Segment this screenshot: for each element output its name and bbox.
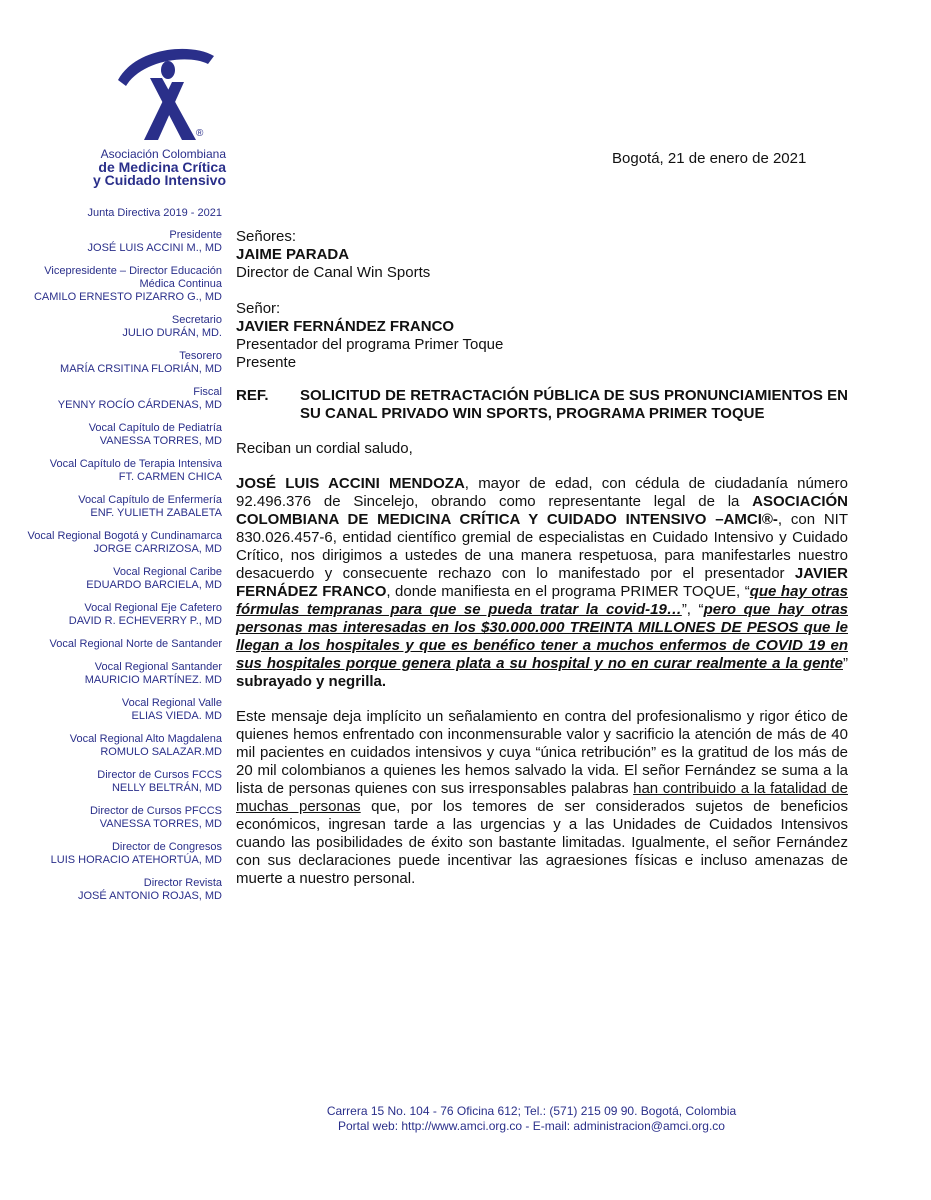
letter-body <box>236 228 848 888</box>
logo-line-3: y Cuidado Intensivo <box>92 172 226 188</box>
board-member-role: Presidente <box>169 229 222 241</box>
board-member <box>10 877 222 903</box>
recipient-2-extra: Presente <box>236 354 297 371</box>
board-member-name: ENF. YULIETH ZABALETA <box>90 507 222 519</box>
board-member-role: Vocal Regional Valle <box>121 697 222 709</box>
board-member-name: DAVID R. ECHEVERRY P., MD <box>68 615 222 627</box>
board-member-role: Director de Congresos <box>111 841 222 853</box>
board-sidebar <box>10 207 222 913</box>
board-member <box>10 229 222 255</box>
board-member-name: VANESSA TORRES, MD <box>99 818 222 830</box>
board-member-role: Vocal Capítulo de Terapia Intensiva <box>49 458 222 470</box>
board-member <box>10 769 222 795</box>
board-member-name: YENNY ROCÍO CÁRDENAS, MD <box>57 399 222 411</box>
board-title: Junta Directiva 2019 - 2021 <box>87 207 222 219</box>
board-member-role: Vocal Regional Bogotá y Cundinamarca <box>27 530 222 542</box>
board-member <box>10 314 222 340</box>
board-member-role: Tesorero <box>179 350 222 362</box>
board-member <box>10 265 222 304</box>
board-member-role: Fiscal <box>193 386 222 398</box>
letter-footer <box>0 1104 931 1134</box>
recipient-2-name: JAVIER FERNÁNDEZ FRANCO <box>236 318 455 335</box>
board-member-name: JORGE CARRIZOSA, MD <box>93 543 222 555</box>
board-member-role: Vocal Capítulo de Pediatría <box>88 422 222 434</box>
board-member-name: JOSÉ ANTONIO ROJAS, MD <box>77 890 222 902</box>
board-member-role: Vocal Regional Alto Magdalena <box>69 733 222 745</box>
board-members-list <box>10 229 222 903</box>
board-member-role: Vocal Regional Santander <box>94 661 222 673</box>
recipient-2-title: Presentador del programa Primer Toque <box>236 336 504 353</box>
paragraph-2 <box>236 708 848 888</box>
board-member-name: NELLY BELTRÁN, MD <box>111 782 222 794</box>
recipient-1-salutation: Señores: <box>236 228 297 245</box>
board-member-name: ROMULO SALAZAR.MD <box>100 746 222 758</box>
board-member <box>10 566 222 592</box>
p1-text-2: , con NIT 830.026.457-6, entidad científico gremial de especialistas en Cuidado Intensivo y Cuidado Crítico, nos dirigimos a ustedes de una manera respetuosa, para manifestarles nuestro desacuerdo y consecuente rechazo con lo manifestado por el presentador <box>236 511 848 582</box>
logo-line-1: Asociación Colombiana <box>100 147 226 161</box>
p1-emphasis-note: subrayado y negrilla. <box>236 673 387 690</box>
amci-figure-icon <box>110 40 220 145</box>
recipient-1 <box>236 228 848 282</box>
p1-quote-1: que hay otras fórmulas tempranas para que se pueda tratar la covid-19… <box>236 583 848 618</box>
board-member-name: JULIO DURÁN, MD. <box>122 327 222 339</box>
footer-contact: Portal web: http://www.amci.org.co - E-mail: administracion@amci.org.co <box>338 1119 725 1133</box>
board-member <box>10 350 222 376</box>
reference-label: REF. <box>236 387 269 404</box>
board-member <box>10 602 222 628</box>
board-member <box>10 638 222 651</box>
recipient-1-title: Director de Canal Win Sports <box>236 264 431 281</box>
board-member-role: Director de Cursos FCCS <box>97 769 222 781</box>
board-member <box>10 733 222 759</box>
board-member <box>10 458 222 484</box>
board-member-name: ELIAS VIEDA. MD <box>131 710 222 722</box>
p2-text-1: Este mensaje deja implícito un señalamiento en contra del profesionalismo y rigor ético de quienes hemos enfrentado con inconmensurable valor y sacrificio la atención de más de 40 mil pacientes en cuidados intensivos y cuya “única retribución” es la gratitud de los más de 20 mil colombianos a quienes les hemos salvado la vida. El señor Fernández se suma a la lista de personas quienes con sus irresponsables palabras <box>236 708 848 797</box>
letter-date: Bogotá, 21 de enero de 2021 <box>612 150 807 167</box>
p1-presenter: JAVIER FERNÁDEZ FRANCO <box>236 565 848 600</box>
board-member-name: EDUARDO BARCIELA, MD <box>86 579 222 591</box>
p1-text-5: ” <box>843 655 848 672</box>
board-member <box>10 530 222 556</box>
board-member-name: MAURICIO MARTÍNEZ. MD <box>84 674 222 686</box>
board-member <box>10 386 222 412</box>
logo-wordmark <box>70 148 226 187</box>
board-member-name: VANESSA TORRES, MD <box>99 435 222 447</box>
board-member-role: Secretario <box>171 314 222 326</box>
logo-line-2: de Medicina Crítica <box>98 159 226 175</box>
board-member-name: MARÍA CRSITINA FLORIÁN, MD <box>60 363 222 375</box>
paragraph-1 <box>236 475 848 691</box>
board-member <box>10 697 222 723</box>
board-member-role: Vicepresidente – Director Educación Médica Continua <box>44 265 222 290</box>
board-member <box>10 494 222 520</box>
p2-underlined: han contribuido a la fatalidad de muchas personas <box>236 780 848 815</box>
board-member-role: Director de Cursos PFCCS <box>89 805 222 817</box>
board-member <box>10 661 222 687</box>
board-member-name: FT. CARMEN CHICA <box>118 471 222 483</box>
recipient-2-salutation: Señor: <box>236 300 281 317</box>
board-member-name: JOSÉ LUIS ACCINI M., MD <box>87 242 222 254</box>
registered-mark: ® <box>196 128 204 139</box>
recipient-2 <box>236 300 848 372</box>
board-member-role: Director Revista <box>143 877 222 889</box>
reference <box>236 387 848 423</box>
board-member-role: Vocal Capítulo de Enfermería <box>78 494 222 506</box>
board-member-name: LUIS HORACIO ATEHORTÚA, MD <box>50 854 222 866</box>
p2-text-2: que, por los temores de ser considerados sujetos de beneficios económicos, ingresan tarde a las urgencias y a las Unidades de Cuidados Intensivos cuando las posibilidades de éxito son bastante limitadas. Igualmente, el señor Fernández con sus declaraciones puede incentivar las agraesiones físicas e incluso amenazas de muerte a nuestro personal. <box>236 798 848 887</box>
board-member <box>10 805 222 831</box>
board-member <box>10 841 222 867</box>
greeting: Reciban un cordial saludo, <box>236 440 413 457</box>
p1-text-3: , donde manifiesta en el programa PRIMER TOQUE, “ <box>386 583 750 600</box>
p1-signer: JOSÉ LUIS ACCINI MENDOZA <box>236 475 465 492</box>
board-member-role: Vocal Regional Caribe <box>113 566 222 578</box>
footer-address: Carrera 15 No. 104 - 76 Oficina 612; Tel.: (571) 215 09 90. Bogotá, Colombia <box>326 1104 737 1118</box>
board-member <box>10 422 222 448</box>
amci-logo <box>70 40 230 190</box>
p1-association: ASOCIACIÓN COLOMBIANA DE MEDICINA CRÍTICA Y CUIDADO INTENSIVO –AMCI®- <box>236 493 848 528</box>
reference-text: SOLICITUD DE RETRACTACIÓN PÚBLICA DE SUS PRONUNCIAMIENTOS EN SU CANAL PRIVADO WIN SPORTS, PROGRAMA PRIMER TOQUE <box>300 387 848 422</box>
board-member-name: CAMILO ERNESTO PIZARRO G., MD <box>33 291 222 303</box>
recipient-1-name: JAIME PARADA <box>236 246 350 263</box>
p1-text-1: , mayor de edad, con cédula de ciudadanía número 92.496.376 de Sincelejo, obrando como representante legal de la <box>236 475 848 510</box>
board-member-role: Vocal Regional Eje Cafetero <box>84 602 222 614</box>
board-member-role: Vocal Regional Norte de Santander <box>49 638 222 650</box>
p1-quote-2: pero que hay otras personas mas interesadas en los $30.000.000 TREINTA MILLONES DE PESOS que le llegan a los hospitales y que es benéfico tener a muchos enfermos de COVID 19 en sus hospitales porque genera plata a su hospital y no en curar realmente a la gente <box>236 601 849 672</box>
p1-text-4: ”, “ <box>681 601 704 618</box>
